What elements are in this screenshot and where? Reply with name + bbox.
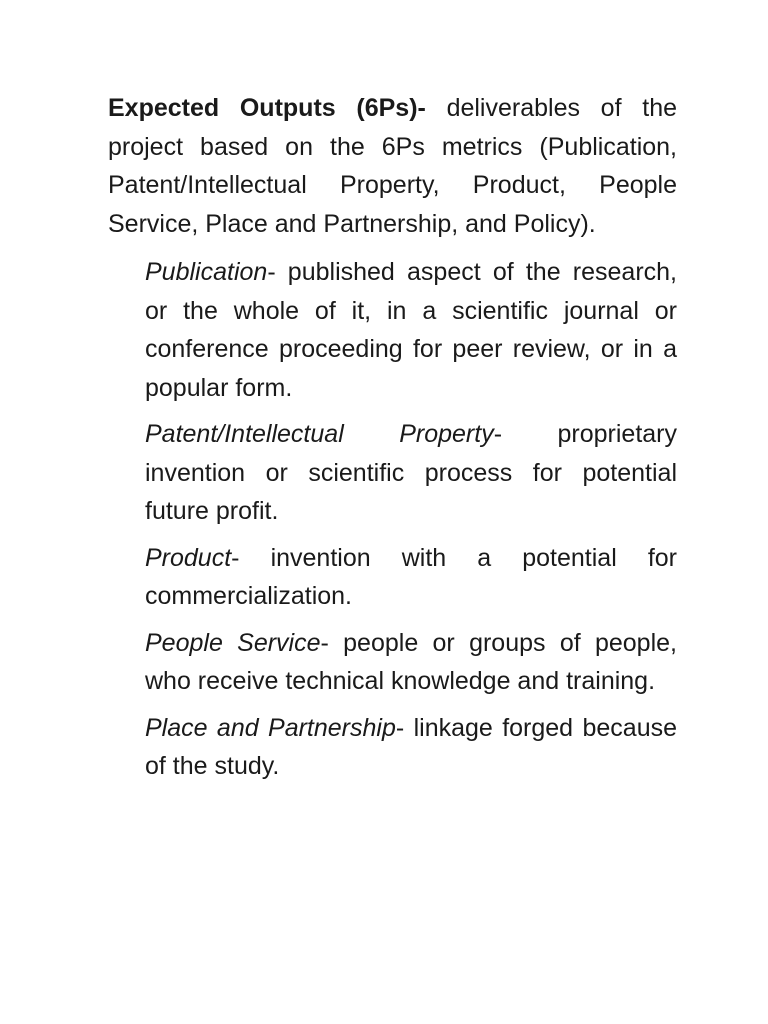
list-item-publication [145,253,677,407]
six-ps-list [145,253,677,794]
item-term: Publication [145,258,268,286]
item-term: People Service [145,628,321,657]
list-item-place-partnership [145,709,677,786]
item-definition: - proprietary invention or scientific process for potential future profit. [145,420,677,525]
item-definition: - linkage forged because of the study. [145,713,677,780]
item-term: Product [145,543,232,572]
list-item-people-service [145,624,677,701]
intro-paragraph [108,89,677,243]
item-term: Patent/Intellectual Property [145,420,494,448]
list-item-patent [145,415,677,531]
list-item-product [145,539,677,616]
intro-text: deliverables of the project based on the 6Ps metrics (Publication, Patent/Intellectual Property, Product, People Service, Place and Partnership, and Policy). [108,94,677,238]
item-term: Place and Partnership [145,713,396,742]
item-definition: - invention with a potential for commercialization. [145,543,677,610]
item-definition: - people or groups of people, who receive technical knowledge and training. [145,628,677,695]
intro-heading: Expected Outputs (6Ps)- [108,94,426,122]
item-definition: - published aspect of the research, or the whole of it, in a scientific journal or conference proceeding for peer review, or in a popular form. [145,258,677,402]
